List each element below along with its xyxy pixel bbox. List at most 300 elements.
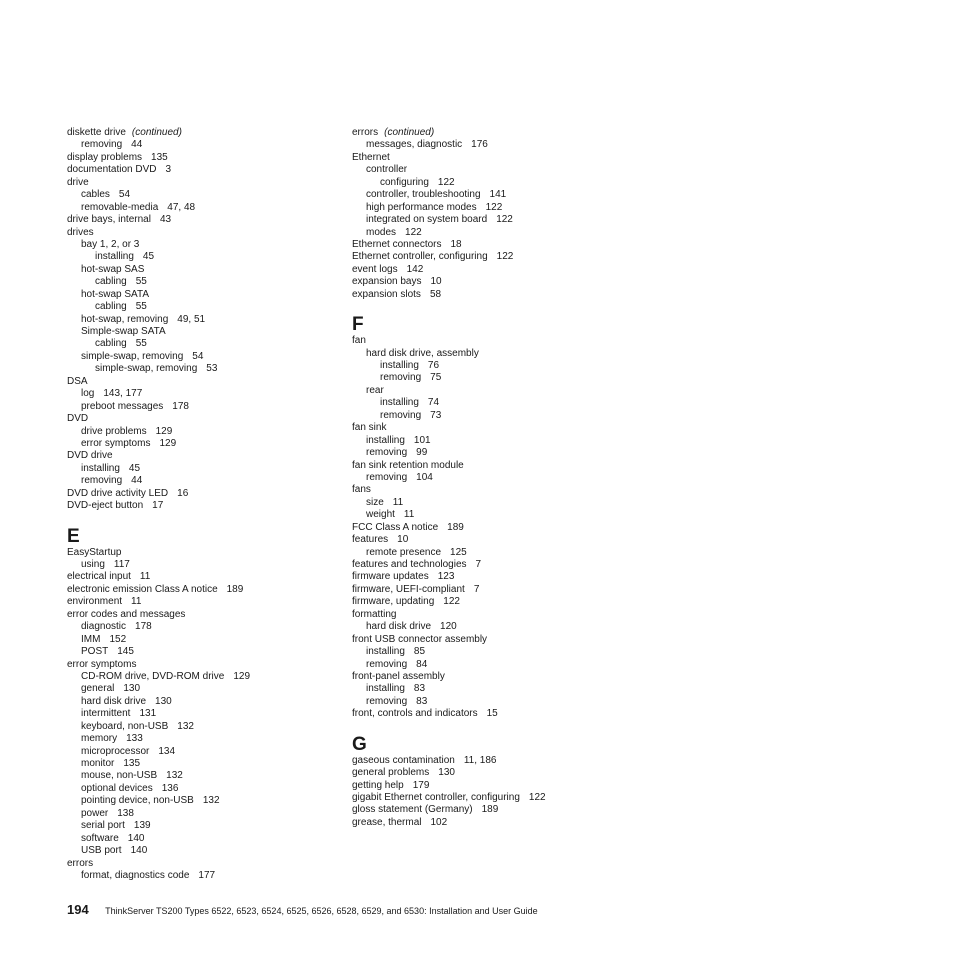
index-term: removing <box>366 447 408 459</box>
index-entry <box>67 721 357 733</box>
page-reference[interactable]: 130 <box>123 683 141 695</box>
page-reference[interactable]: 178 <box>172 400 189 412</box>
index-entry <box>352 397 642 409</box>
index-entry <box>352 460 642 472</box>
index-term: hard disk drive, assembly <box>366 347 479 359</box>
index-term: grease, thermal <box>352 816 422 828</box>
index-term: DSA <box>67 375 88 387</box>
index-term: error symptoms <box>81 437 151 449</box>
index-term: bay 1, 2, or 3 <box>81 238 140 250</box>
index-term: formatting <box>352 608 397 620</box>
index-term: DVD-eject button <box>67 500 144 512</box>
index-term: serial port <box>81 820 125 832</box>
index-term: Ethernet connectors <box>352 238 442 250</box>
index-entry <box>67 338 357 350</box>
index-term: drive <box>67 176 89 188</box>
index-term: configuring <box>380 176 429 188</box>
page-reference[interactable]: 123 <box>437 571 455 583</box>
index-term: installing <box>95 251 134 263</box>
page-reference[interactable]: 83 <box>413 683 426 695</box>
index-term: preboot messages <box>81 400 164 412</box>
index-term: software <box>81 832 119 844</box>
page-reference[interactable]: 74 <box>427 397 440 409</box>
page-reference[interactable]: 11 <box>131 596 142 608</box>
page-reference[interactable]: 135 <box>151 151 168 163</box>
index-entry <box>352 534 642 546</box>
index-term: keyboard, non-USB <box>81 720 169 732</box>
page-reference[interactable]: 11, 186 <box>463 754 497 766</box>
index-term: expansion bays <box>352 276 422 288</box>
index-entry <box>352 559 642 571</box>
index-column-left <box>67 127 357 882</box>
index-entry <box>352 422 642 434</box>
page-reference[interactable]: 122 <box>437 176 455 188</box>
index-term: errors <box>352 127 379 138</box>
index-term: memory <box>81 733 118 745</box>
index-entry <box>67 314 357 326</box>
index-entry <box>67 214 357 226</box>
page-reference[interactable]: 7 <box>475 559 482 570</box>
page-reference[interactable]: 11 <box>139 571 151 583</box>
index-entry <box>67 376 357 388</box>
page-reference[interactable]: 125 <box>450 546 467 558</box>
page-reference[interactable]: 47, 48 <box>167 201 196 213</box>
page-reference[interactable]: 145 <box>117 646 134 658</box>
index-letter-heading: G <box>352 733 367 755</box>
index-entry <box>67 659 357 671</box>
page-reference[interactable]: 122 <box>485 201 503 213</box>
index-term: features <box>352 534 389 546</box>
index-entry <box>67 845 357 857</box>
index-entry <box>352 780 642 792</box>
page-reference[interactable]: 152 <box>109 633 127 645</box>
page-reference[interactable]: 11 <box>392 496 404 508</box>
index-entry <box>67 547 357 559</box>
index-entry <box>67 227 357 239</box>
page-reference[interactable]: 138 <box>117 807 134 819</box>
page-reference[interactable]: 15 <box>486 708 498 720</box>
index-entry <box>352 755 642 767</box>
index-term: fan sink retention module <box>352 459 464 471</box>
index-term: gaseous contamination <box>352 754 455 766</box>
page-reference[interactable]: 131 <box>139 708 157 720</box>
index-entry <box>67 733 357 745</box>
index-entry <box>67 696 357 708</box>
index-entry <box>67 475 357 487</box>
index-term: simple-swap, removing <box>95 363 198 375</box>
page-reference[interactable]: 76 <box>427 360 440 371</box>
index-term: installing <box>380 397 419 409</box>
index-letter-heading: F <box>352 314 364 336</box>
index-entry <box>67 795 357 807</box>
index-term: diskette drive <box>67 127 126 138</box>
index-entry <box>352 634 642 646</box>
index-term: mouse, non-USB <box>81 770 158 782</box>
index-term: Simple-swap SATA <box>81 326 166 337</box>
page-reference[interactable]: 84 <box>416 658 428 670</box>
page-reference[interactable]: 132 <box>166 770 183 782</box>
index-term: removing <box>366 471 408 483</box>
index-entry <box>352 596 642 608</box>
page-reference[interactable]: 132 <box>202 795 220 807</box>
index-term: removing <box>366 695 408 707</box>
index-entry <box>352 264 642 276</box>
page-reference[interactable]: 45 <box>128 462 141 474</box>
index-entry <box>67 746 357 758</box>
index-entry <box>67 571 357 583</box>
page-reference[interactable]: 189 <box>447 521 464 533</box>
index-entry <box>352 202 642 214</box>
index-term: integrated on system board <box>366 214 488 226</box>
index-term: FCC Class A notice <box>352 521 439 533</box>
index-entry <box>352 609 642 621</box>
index-term: weight <box>366 509 395 521</box>
page-reference[interactable]: 85 <box>413 646 426 658</box>
page-reference[interactable]: 179 <box>412 779 430 791</box>
index-entry <box>352 659 642 671</box>
index-term: firmware updates <box>352 571 429 583</box>
index-entry <box>352 497 642 509</box>
page-reference[interactable]: 58 <box>429 288 442 300</box>
index-entry <box>67 450 357 462</box>
page-reference[interactable]: 189 <box>481 804 499 816</box>
index-entry <box>67 646 357 658</box>
index-entry <box>67 251 357 263</box>
index-term: cabling <box>95 338 127 350</box>
index-entry <box>67 858 357 870</box>
page-reference[interactable]: 130 <box>155 695 172 707</box>
index-entry <box>352 547 642 559</box>
index-term: firmware, updating <box>352 596 435 608</box>
index-entry <box>67 584 357 596</box>
page-reference[interactable]: 140 <box>130 845 148 857</box>
index-term: firmware, UEFI-compliant <box>352 583 465 595</box>
index-entry <box>67 596 357 608</box>
index-entry <box>67 870 357 882</box>
index-entry <box>352 360 642 372</box>
index-term: features and technologies <box>352 559 467 570</box>
page-reference[interactable]: 43 <box>159 214 172 226</box>
index-term: event logs <box>352 263 398 275</box>
page-reference[interactable]: 104 <box>416 471 433 483</box>
index-term: Ethernet controller, configuring <box>352 251 488 263</box>
page-reference[interactable]: 75 <box>430 372 442 384</box>
index-entry <box>352 335 642 347</box>
page-reference[interactable]: 7 <box>473 583 480 595</box>
index-entry <box>67 609 357 621</box>
index-entry <box>352 410 642 422</box>
index-entry <box>67 438 357 450</box>
page-reference[interactable]: 129 <box>233 670 251 682</box>
index-entry <box>352 472 642 484</box>
index-term: hot-swap SAS <box>81 263 145 275</box>
index-term: DVD <box>67 413 89 425</box>
index-entry <box>352 372 642 384</box>
index-entry <box>352 227 642 239</box>
index-term: front-panel assembly <box>352 670 445 682</box>
continued-note: (continued) <box>384 127 435 138</box>
index-entry <box>352 276 642 288</box>
index-entry <box>67 808 357 820</box>
index-entry <box>352 571 642 583</box>
index-term: DVD drive activity LED <box>67 487 169 499</box>
index-column-right <box>352 127 642 829</box>
page-reference[interactable]: 3 <box>165 164 172 176</box>
index-term: drive bays, internal <box>67 214 151 226</box>
page-reference[interactable]: 53 <box>206 363 218 375</box>
index-term: USB port <box>81 845 122 857</box>
page-reference[interactable]: 55 <box>135 338 147 350</box>
page-reference[interactable]: 178 <box>135 621 152 633</box>
index-term: removing <box>380 409 422 421</box>
page-reference[interactable]: 54 <box>118 189 131 201</box>
page-reference[interactable]: 122 <box>528 792 546 803</box>
index-entry <box>67 708 357 720</box>
page-reference[interactable]: 176 <box>471 139 488 151</box>
index-term: getting help <box>352 779 404 791</box>
index-entry <box>352 127 642 139</box>
page-reference[interactable]: 129 <box>159 437 177 449</box>
index-entry <box>67 463 357 475</box>
index-term: CD-ROM drive, DVD-ROM drive <box>81 670 225 682</box>
index-term: hard disk drive <box>81 695 147 707</box>
page-reference[interactable]: 141 <box>489 189 507 201</box>
index-term: cabling <box>95 301 127 313</box>
page-reference[interactable]: 55 <box>135 276 147 288</box>
index-term: hard disk drive <box>366 621 432 633</box>
index-entry <box>352 509 642 521</box>
page-reference[interactable]: 73 <box>430 409 442 421</box>
index-term: environment <box>67 596 123 608</box>
page-reference[interactable]: 140 <box>127 832 145 844</box>
index-term: display problems <box>67 151 143 163</box>
page-reference[interactable]: 142 <box>406 263 424 275</box>
index-entry <box>352 189 642 201</box>
index-entry <box>352 522 642 534</box>
index-term: modes <box>366 226 397 238</box>
index-entry <box>67 758 357 770</box>
page-reference[interactable]: 16 <box>177 487 189 499</box>
page-reference[interactable]: 130 <box>438 767 455 779</box>
index-term: using <box>81 559 105 570</box>
index-entry <box>67 783 357 795</box>
index-term: installing <box>366 434 405 446</box>
index-entry <box>352 621 642 633</box>
index-entry <box>67 363 357 375</box>
index-term: high performance modes <box>366 201 477 213</box>
index-entry <box>67 152 357 164</box>
index-term: error codes and messages <box>67 608 186 620</box>
page-reference[interactable]: 132 <box>177 720 194 732</box>
index-term: microprocessor <box>81 745 150 757</box>
index-term: general problems <box>352 767 430 779</box>
page-reference[interactable]: 134 <box>158 745 176 757</box>
index-term: simple-swap, removing <box>81 350 184 362</box>
index-entry <box>352 767 642 779</box>
index-entry <box>352 435 642 447</box>
page-number: 194 <box>67 902 89 917</box>
index-term: power <box>81 807 109 819</box>
index-entry <box>67 671 357 683</box>
index-term: rear <box>366 384 384 396</box>
page-reference[interactable]: 135 <box>123 758 141 769</box>
index-entry <box>67 683 357 695</box>
index-entry <box>352 251 642 263</box>
index-term: intermittent <box>81 708 131 720</box>
index-term: documentation DVD <box>67 164 157 176</box>
index-term: drive problems <box>81 425 147 437</box>
page-reference[interactable]: 102 <box>430 816 448 828</box>
index-term: removable-media <box>81 201 159 213</box>
index-entry <box>67 276 357 288</box>
index-entry <box>67 388 357 400</box>
index-entry <box>352 139 642 151</box>
index-entry <box>352 177 642 189</box>
index-entry <box>352 584 642 596</box>
index-term: fan sink <box>352 422 387 434</box>
index-term: electrical input <box>67 571 131 583</box>
page-reference[interactable]: 11 <box>403 509 415 521</box>
index-entry <box>352 152 642 164</box>
index-entry <box>352 671 642 683</box>
index-term: installing <box>380 360 419 371</box>
page-reference[interactable]: 122 <box>443 596 460 608</box>
index-entry <box>67 239 357 251</box>
index-entry <box>67 833 357 845</box>
index-entry <box>352 696 642 708</box>
index-term: pointing device, non-USB <box>81 795 194 807</box>
index-entry <box>352 239 642 251</box>
index-term: Ethernet <box>352 151 390 163</box>
index-term: installing <box>366 683 405 695</box>
page-reference[interactable]: 189 <box>226 583 244 595</box>
index-term: hot-swap SATA <box>81 288 149 300</box>
index-term: diagnostic <box>81 621 127 633</box>
index-term: controller <box>366 164 408 176</box>
index-term: gigabit Ethernet controller, configuring <box>352 792 520 803</box>
index-entry <box>352 348 642 360</box>
index-term: general <box>81 683 115 695</box>
index-entry <box>67 413 357 425</box>
index-term: removing <box>380 372 422 384</box>
index-entry <box>352 683 642 695</box>
page-reference[interactable]: 122 <box>496 214 513 226</box>
page-reference[interactable]: 10 <box>397 534 409 546</box>
page-reference[interactable]: 99 <box>416 447 428 459</box>
page-reference[interactable]: 55 <box>135 301 147 313</box>
index-term: expansion slots <box>352 288 421 300</box>
index-term: installing <box>366 646 405 658</box>
index-entry <box>352 164 642 176</box>
index-entry <box>352 289 642 301</box>
index-entry <box>67 202 357 214</box>
index-term: controller, troubleshooting <box>366 189 481 201</box>
index-entry <box>67 139 357 151</box>
index-term: hot-swap, removing <box>81 313 169 325</box>
page-reference[interactable]: 122 <box>496 251 514 263</box>
page-reference[interactable]: 101 <box>413 434 431 446</box>
page-reference[interactable]: 45 <box>142 251 155 263</box>
index-entry <box>67 289 357 301</box>
index-entry <box>67 326 357 338</box>
page-reference[interactable]: 133 <box>126 733 143 745</box>
page-reference[interactable]: 17 <box>152 500 164 512</box>
index-term: installing <box>81 462 120 474</box>
index-entry <box>352 385 642 397</box>
index-term: front USB connector assembly <box>352 633 488 645</box>
index-term: remote presence <box>366 546 442 558</box>
index-term: errors <box>67 857 94 869</box>
index-term: optional devices <box>81 782 153 794</box>
index-term: POST <box>81 646 109 658</box>
index-entry <box>67 164 357 176</box>
index-entry <box>67 820 357 832</box>
index-term: fan <box>352 335 366 347</box>
index-entry <box>352 484 642 496</box>
page-footer <box>67 901 538 919</box>
page-reference[interactable]: 117 <box>113 559 130 570</box>
index-term: EasyStartup <box>67 546 122 558</box>
index-entry <box>67 127 357 139</box>
index-entry <box>67 770 357 782</box>
index-term: drives <box>67 226 94 238</box>
index-entry <box>67 401 357 413</box>
index-term: gloss statement (Germany) <box>352 804 473 816</box>
page-reference[interactable]: 129 <box>155 425 173 437</box>
continued-note: (continued) <box>131 127 182 138</box>
index-letter-heading: E <box>67 525 80 547</box>
index-term: removing <box>81 475 123 487</box>
document-title: ThinkServer TS200 Types 6522, 6523, 6524, 6525, 6526, 6528, 6529, and 6530: Installation and User Guide <box>105 906 538 916</box>
index-entry <box>67 621 357 633</box>
index-term: front, controls and indicators <box>352 708 478 720</box>
page-reference[interactable]: 143, 177 <box>103 388 143 400</box>
index-entry <box>67 500 357 512</box>
index-entry <box>352 646 642 658</box>
page-reference[interactable]: 54 <box>192 350 204 362</box>
index-entry <box>67 559 357 571</box>
index-term: cables <box>81 189 110 201</box>
index-entry <box>67 426 357 438</box>
index-entry <box>352 447 642 459</box>
page-reference[interactable]: 44 <box>131 139 143 151</box>
index-entry <box>352 214 642 226</box>
index-entry <box>352 708 642 720</box>
index-entry <box>67 189 357 201</box>
index-term: DVD drive <box>67 450 113 462</box>
page-reference[interactable]: 10 <box>430 276 442 288</box>
index-term: electronic emission Class A notice <box>67 583 218 595</box>
page-reference[interactable]: 18 <box>450 238 462 250</box>
index-entry <box>352 804 642 816</box>
index-term: format, diagnostics code <box>81 869 190 881</box>
index-term: error symptoms <box>67 658 137 670</box>
index-term: fans <box>352 484 371 496</box>
index-entry <box>352 817 642 829</box>
page-reference[interactable]: 136 <box>161 782 179 794</box>
page-reference[interactable]: 120 <box>440 621 457 633</box>
page-reference[interactable]: 139 <box>133 820 151 832</box>
index-term: monitor <box>81 758 115 769</box>
page-reference[interactable]: 44 <box>131 475 143 487</box>
page-reference[interactable]: 122 <box>405 226 422 238</box>
index-entry <box>67 351 357 363</box>
index-entry <box>67 634 357 646</box>
page-reference[interactable]: 177 <box>198 869 216 881</box>
page-reference[interactable]: 83 <box>416 695 428 707</box>
page-reference[interactable]: 49, 51 <box>177 313 206 325</box>
index-term: size <box>366 496 384 508</box>
